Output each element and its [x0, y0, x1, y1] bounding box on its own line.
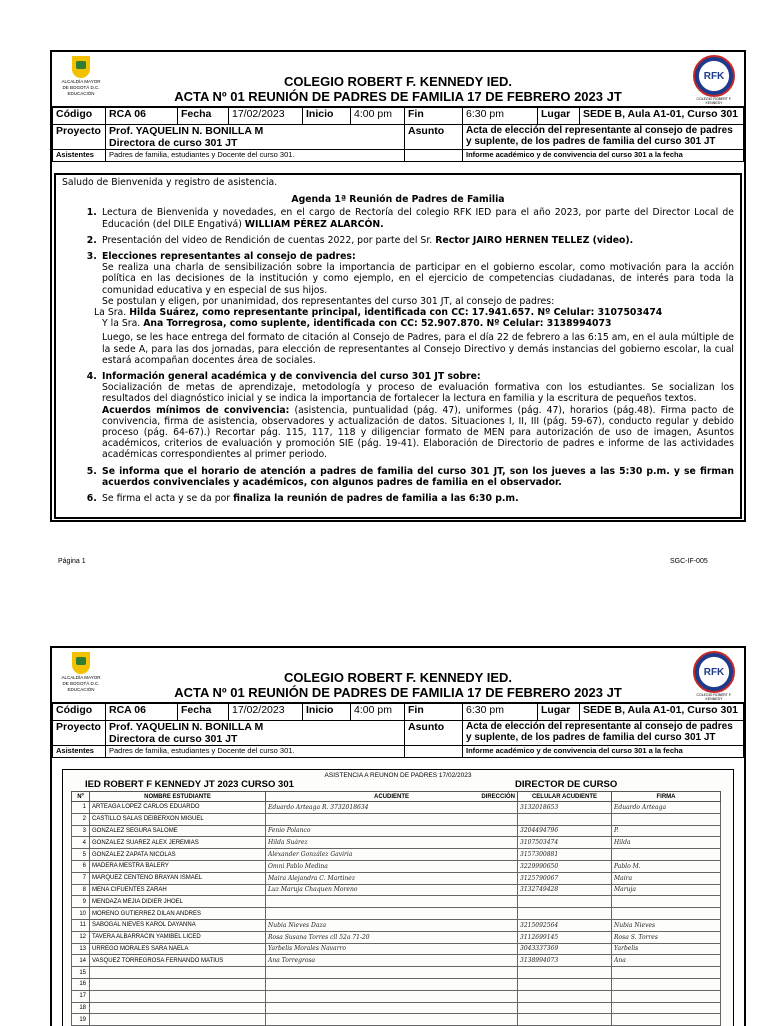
- logo-caption: ALCALDÍA MAYOR: [61, 675, 101, 680]
- item3-paragraph: Se realiza una charla de sensibilización sobre la importancia de participar en el gobierno escolar, como motivación para la acción política en las decisiones de la institución y como ejemplo, en el ejercicio de competencias ciudadanas, de interés para toda la comunidad educativa y en especial de sus hijos.: [102, 262, 734, 296]
- student-name: MENA CIFUENTES ZARAH: [90, 884, 266, 896]
- inicio-label: Inicio: [303, 704, 351, 721]
- guardian-phone: 3043337369: [518, 943, 612, 955]
- guardian-name: [266, 1002, 518, 1014]
- student-name: [90, 990, 266, 1002]
- attendance-rows: [72, 802, 721, 1026]
- row-number: 4: [72, 837, 90, 849]
- agenda-item-1: [100, 207, 734, 229]
- proyecto-label: Proyecto: [53, 721, 106, 746]
- signature: Rosa S. Torres: [612, 931, 721, 943]
- guardian-name: Fenio Polanco: [266, 825, 518, 837]
- row-number: 12: [72, 931, 90, 943]
- item3-line1-b: Hilda Suárez, como representante principal, identificada con CC: 17.941.657. Nº Celular: 3107503474: [129, 307, 663, 319]
- school-name: COLEGIO ROBERT F. KENNEDY IED.: [283, 74, 512, 89]
- signature: Yarbelis: [612, 943, 721, 955]
- rfk-badge-text: RFK: [703, 666, 725, 678]
- guardian-name: Yarbelis Morales Navarro: [266, 943, 518, 955]
- signature: Hilda: [612, 837, 721, 849]
- table-row: [72, 837, 721, 849]
- signature: Maruja: [612, 884, 721, 896]
- agenda-item-2: [100, 235, 734, 246]
- item6-text: Se firma el acta y se da por: [102, 493, 231, 505]
- asunto-value: Acta de elección del representante al consejo de padres y suplente, de los padres de familia del curso 301 JT: [463, 125, 744, 150]
- item6-bold: finaliza la reunión de padres de familia a las 6:30 p.m.: [233, 493, 519, 505]
- rfk-logo: [690, 651, 738, 699]
- asistentes-value: Padres de familia, estudiantes y Docente del curso 301.: [106, 150, 405, 162]
- table-row: [72, 825, 721, 837]
- item4-paragraph: (asistencia, puntualidad (pág. 47), uniformes (pág. 47), horarios (pág.48). Firma pacto de convivencia, firma de asistencia, observadores y actualización de datos. Situaciones I, II, III (pág. 59-67), conducto regular y debido proceso (pág. 64-67).) Recortar pág. 115, 117, 118 y diligenciar formato de MEN para autorización de uso de imagen, Asuntos académicos, criterios de evaluación y promoción SIE (pág. 19-41). Elaboración de Directorio de padres e informe de las actividades académicas correspondientes al primer periodo.: [102, 404, 734, 461]
- document-header: [52, 52, 744, 107]
- row-number: 11: [72, 919, 90, 931]
- item3-line2: [102, 318, 611, 329]
- student-name: SABOGAL NIEVES KAROL DAYANNA: [90, 919, 266, 931]
- lugar-label: Lugar: [538, 108, 580, 125]
- rfk-logo: [690, 55, 738, 103]
- item4-title: Información general académica y de convivencia del curso 301 JT sobre:: [102, 371, 481, 383]
- student-name: MARQUEZ CENTENO BRAYAN ISMAEL: [90, 872, 266, 884]
- table-row: [72, 802, 721, 814]
- signature: Maira: [612, 872, 721, 884]
- meta-table: [52, 107, 744, 162]
- table-row: [72, 872, 721, 884]
- attendance-subtitle: ASISTENCIA A REUNON DE PADRES 17/02/2023: [324, 772, 472, 779]
- student-name: [90, 967, 266, 979]
- guardian-phone: [518, 978, 612, 990]
- row-number: 16: [72, 978, 90, 990]
- rfk-badge-icon: [693, 55, 735, 97]
- signature: [612, 1002, 721, 1014]
- logo-caption: EDUCACIÓN: [67, 91, 95, 96]
- document-header: [52, 648, 744, 703]
- guardian-phone: [518, 896, 612, 908]
- row-number: 13: [72, 943, 90, 955]
- proyecto-value: [106, 721, 405, 746]
- fin-label: Fin: [405, 108, 463, 125]
- student-name: MENDAZA MEJIA DIDIER JHOEL: [90, 896, 266, 908]
- attendance-sheet: [62, 769, 734, 1026]
- table-row: [72, 967, 721, 979]
- col-student: NOMBRE ESTUDIANTE: [90, 792, 266, 802]
- meta-table: [52, 703, 744, 758]
- asunto-label: Asunto: [405, 125, 463, 150]
- guardian-phone: [518, 1002, 612, 1014]
- asunto-value-2: Informe académico y de convivencia del curso 301 a la fecha: [463, 150, 744, 162]
- col-guardian-label: ACUDIENTE: [373, 793, 409, 800]
- row-number: 7: [72, 872, 90, 884]
- table-row: [72, 849, 721, 861]
- proyecto-teacher: Prof. YAQUELIN N. BONILLA M: [109, 125, 264, 137]
- signature: [612, 978, 721, 990]
- student-name: [90, 1002, 266, 1014]
- inicio-value: 4:00 pm: [351, 108, 405, 125]
- fin-value: 6:30 pm: [463, 704, 538, 721]
- rfk-badge-icon: [693, 651, 735, 693]
- guardian-phone: 3112699145: [518, 931, 612, 943]
- document-code: SGC-IF-005: [670, 558, 708, 565]
- asunto-value-2: Informe académico y de convivencia del curso 301 a la fecha: [463, 746, 744, 758]
- fecha-label: Fecha: [178, 108, 229, 125]
- guardian-phone: 3215092564: [518, 919, 612, 931]
- item3-line1: [94, 307, 662, 318]
- item3-paragraph: Luego, se les hace entrega del formato de citación al Consejo de Padres, para el día 22 de febrero a las 6:15 am, en el aula múltiple de la sede A, para las dos jornadas, para elección de representantes al Consejo Directivo y demás instancias del gobierno escolar, la cual estará acompañan docentes área de sociales.: [102, 332, 734, 366]
- inicio-label: Inicio: [303, 108, 351, 125]
- signature: [612, 813, 721, 825]
- logo-caption: DE BOGOTÁ D.C.: [62, 85, 100, 90]
- lugar-value: SEDE B, Aula A1-01, Curso 301: [580, 108, 744, 125]
- codigo-value: RCA 06: [106, 704, 178, 721]
- student-name: GONZALEZ SUAREZ ALEX JEREMIAS: [90, 837, 266, 849]
- row-number: 2: [72, 813, 90, 825]
- student-name: MORENO GUTIERREZ DILAN ANDRES: [90, 908, 266, 920]
- guardian-phone: 3132018653: [518, 802, 612, 814]
- table-row: [72, 919, 721, 931]
- row-number: 15: [72, 967, 90, 979]
- item2-text: Presentación del video de Rendición de cuentas 2022, por parte del Sr.: [102, 234, 433, 246]
- guardian-name: Maira Alejandra C. Martinez: [266, 872, 518, 884]
- col-sign: FIRMA: [612, 792, 721, 802]
- student-name: GONZALEZ ZAPATA NICOLAS: [90, 849, 266, 861]
- proyecto-value: [106, 125, 405, 150]
- fin-label: Fin: [405, 704, 463, 721]
- agenda-title: Agenda 1ª Reunión de Padres de Familia: [291, 194, 505, 206]
- proyecto-role: Directora de curso 301 JT: [109, 733, 238, 745]
- table-row: [72, 931, 721, 943]
- guardian-name: Hilda Suárez: [266, 837, 518, 849]
- guardian-name: Rosa Susana Torres cll 52a 71-20: [266, 931, 518, 943]
- guardian-phone: 3132749428: [518, 884, 612, 896]
- guardian-phone: [518, 990, 612, 1002]
- item3-line2-b: Ana Torregrosa, como suplente, identificada con CC: 52.907.870. Nº Celular: 3138994073: [143, 318, 612, 330]
- guardian-name: Eduardo Arteaga R. 3732018634: [266, 802, 518, 814]
- guardian-name: [266, 908, 518, 920]
- col-address-label: DIRECCIÓN: [481, 793, 515, 800]
- guardian-name: [266, 967, 518, 979]
- fecha-label: Fecha: [178, 704, 229, 721]
- lugar-value: SEDE B, Aula A1-01, Curso 301: [580, 704, 744, 721]
- table-row: [72, 813, 721, 825]
- row-number: 5: [72, 849, 90, 861]
- lugar-label: Lugar: [538, 704, 580, 721]
- student-name: [90, 978, 266, 990]
- signature: Pablo M.: [612, 860, 721, 872]
- item4-bold: Acuerdos mínimos de convivencia:: [102, 404, 290, 416]
- greeting: Saludo de Bienvenida y registro de asistencia.: [62, 177, 278, 188]
- signature: [612, 990, 721, 1002]
- row-number: 18: [72, 1002, 90, 1014]
- col-n: Nº: [72, 792, 90, 802]
- table-row: [72, 860, 721, 872]
- guardian-phone: [518, 967, 612, 979]
- fin-value: 6:30 pm: [463, 108, 538, 125]
- inicio-value: 4:00 pm: [351, 704, 405, 721]
- row-number: 3: [72, 825, 90, 837]
- row-number: 8: [72, 884, 90, 896]
- item3-line2-a: Y la Sra.: [102, 318, 141, 330]
- empty-cell: [405, 150, 463, 162]
- logo-caption: EDUCACIÓN: [67, 687, 95, 692]
- asunto-value: Acta de elección del representante al consejo de padres y suplente, de los padres de familia del curso 301 JT: [463, 721, 744, 746]
- guardian-phone: 3157300881: [518, 849, 612, 861]
- guardian-name: [266, 978, 518, 990]
- item5-bold: Se informa que el horario de atención a padres de familia del curso 301 JT, son los jueves a las 5:30 p.m. y se firman acuerdos convivenciales y académicos, con algunos padres de familia en el observador.: [102, 465, 734, 488]
- fecha-value: 17/02/2023: [229, 108, 303, 125]
- agenda-item-5: [100, 466, 734, 488]
- student-name: ARTEAGA LOPEZ CARLOS EDUARDO: [90, 802, 266, 814]
- document-page-1: [50, 50, 746, 522]
- signature: [612, 849, 721, 861]
- attendance-school: IED ROBERT F KENNEDY JT 2023 CURSO 301: [85, 779, 294, 790]
- signature: [612, 896, 721, 908]
- row-number: 6: [72, 860, 90, 872]
- attendance-director: DIRECTOR DE CURSO: [515, 779, 618, 790]
- item3-line1-a: La Sra.: [94, 307, 127, 319]
- guardian-phone: 3125790067: [518, 872, 612, 884]
- asistentes-value: Padres de familia, estudiantes y Docente del curso 301.: [106, 746, 405, 758]
- page-number: Página 1: [58, 558, 86, 565]
- item4-paragraph: Socialización de metas de aprendizaje, metodología y proceso de evaluación formativa con los estudiantes. Se socializan los resultados del diagnóstico inicial y se indica la importancia de fortalecer la lectura en familia y la escritura de pequeños textos.: [102, 382, 734, 405]
- guardian-name: [266, 813, 518, 825]
- guardian-phone: 3107503474: [518, 837, 612, 849]
- student-name: GONZALEZ SEGURA SALOME: [90, 825, 266, 837]
- act-title: ACTA Nº 01 REUNIÓN DE PADRES DE FAMILIA 17 DE FEBRERO 2023 JT: [174, 685, 622, 700]
- signature: Eduardo Arteaga: [612, 802, 721, 814]
- act-content: [54, 173, 742, 519]
- guardian-name: Alexander González Gaviria: [266, 849, 518, 861]
- logo-caption: COLEGIO ROBERT F. KENNEDY: [696, 693, 732, 701]
- guardian-phone: [518, 908, 612, 920]
- table-row: [72, 1002, 721, 1014]
- item2-bold: Rector JAIRO HERNEN TELLEZ (video).: [435, 234, 634, 246]
- asunto-label: Asunto: [405, 721, 463, 746]
- guardian-name: [266, 896, 518, 908]
- item1-bold: WILLIAM PÉREZ ALARCÓN.: [244, 218, 384, 230]
- item3-paragraph: Se postulan y eligen, por unanimidad, dos representantes del curso 301 JT, al consejo de padres:: [102, 295, 555, 307]
- guardian-name: Luz Maruja Chaquen Moreno: [266, 884, 518, 896]
- item1-text: Lectura de Bienvenida y novedades, en el cargo de Rectoría del colegio RFK IED para el año 2023, por parte del Director Local de Educación (del DILE Engativá): [102, 207, 734, 230]
- guardian-name: Ana Torregrosa: [266, 955, 518, 967]
- empty-cell: [405, 746, 463, 758]
- student-name: VASQUEZ TORREGROSA FERNANDO MATIUS: [90, 955, 266, 967]
- student-name: CASTILLO SALAS DEIBERXON MIGUEL: [90, 813, 266, 825]
- row-number: 9: [72, 896, 90, 908]
- codigo-value: RCA 06: [106, 108, 178, 125]
- asistentes-label: Asistentes: [53, 150, 106, 162]
- guardian-phone: [518, 813, 612, 825]
- codigo-label: Código: [53, 704, 106, 721]
- row-number: 17: [72, 990, 90, 1002]
- logo-caption: ALCALDÍA MAYOR: [61, 79, 101, 84]
- student-name: TAVERA ALBARRACIN YAMIBEL LICED: [90, 931, 266, 943]
- row-number: 19: [72, 1014, 90, 1026]
- act-title: ACTA Nº 01 REUNIÓN DE PADRES DE FAMILIA 17 DE FEBRERO 2023 JT: [174, 89, 622, 104]
- codigo-label: Código: [53, 108, 106, 125]
- guardian-name: Omni Pablo Medina: [266, 860, 518, 872]
- student-name: URREGO MORALES SARA NAELA: [90, 943, 266, 955]
- col-guardian: [266, 792, 518, 802]
- guardian-phone: 3229990650: [518, 860, 612, 872]
- table-row: [72, 990, 721, 1002]
- student-name: MADERA MESTRA BALERY: [90, 860, 266, 872]
- agenda-item-4: [100, 371, 734, 461]
- signature: Ana: [612, 955, 721, 967]
- fecha-value: 17/02/2023: [229, 704, 303, 721]
- agenda-list: [62, 207, 734, 504]
- row-number: 1: [72, 802, 90, 814]
- proyecto-role: Directora de curso 301 JT: [109, 137, 238, 149]
- guardian-name: [266, 990, 518, 1002]
- proyecto-label: Proyecto: [53, 125, 106, 150]
- signature: [612, 967, 721, 979]
- school-name: COLEGIO ROBERT F. KENNEDY IED.: [283, 670, 512, 685]
- col-phone: CELULAR ACUDIENTE: [518, 792, 612, 802]
- guardian-phone: 3138994073: [518, 955, 612, 967]
- agenda-item-6: [100, 493, 734, 504]
- guardian-name: Nubia Nieves Daza: [266, 919, 518, 931]
- attendance-table: [71, 791, 721, 1026]
- signature: Nubia Nieves: [612, 919, 721, 931]
- table-row: [72, 908, 721, 920]
- attendance-header-row: [72, 792, 721, 802]
- item3-title: Elecciones representantes al consejo de padres:: [102, 251, 356, 263]
- row-number: 10: [72, 908, 90, 920]
- logo-caption: DE BOGOTÁ D.C.: [62, 681, 100, 686]
- agenda-item-3: [94, 251, 734, 366]
- table-row: [72, 943, 721, 955]
- signature: [612, 908, 721, 920]
- logo-caption: COLEGIO ROBERT F. KENNEDY: [696, 97, 732, 105]
- table-row: [72, 896, 721, 908]
- table-row: [72, 884, 721, 896]
- row-number: 14: [72, 955, 90, 967]
- guardian-phone: 3204494796: [518, 825, 612, 837]
- proyecto-teacher: Prof. YAQUELIN N. BONILLA M: [109, 721, 264, 733]
- table-row: [72, 978, 721, 990]
- asistentes-label: Asistentes: [53, 746, 106, 758]
- table-row: [72, 955, 721, 967]
- document-page-2: [50, 646, 746, 1026]
- attendance-header: [63, 779, 733, 791]
- signature: P.: [612, 825, 721, 837]
- rfk-badge-text: RFK: [703, 70, 725, 82]
